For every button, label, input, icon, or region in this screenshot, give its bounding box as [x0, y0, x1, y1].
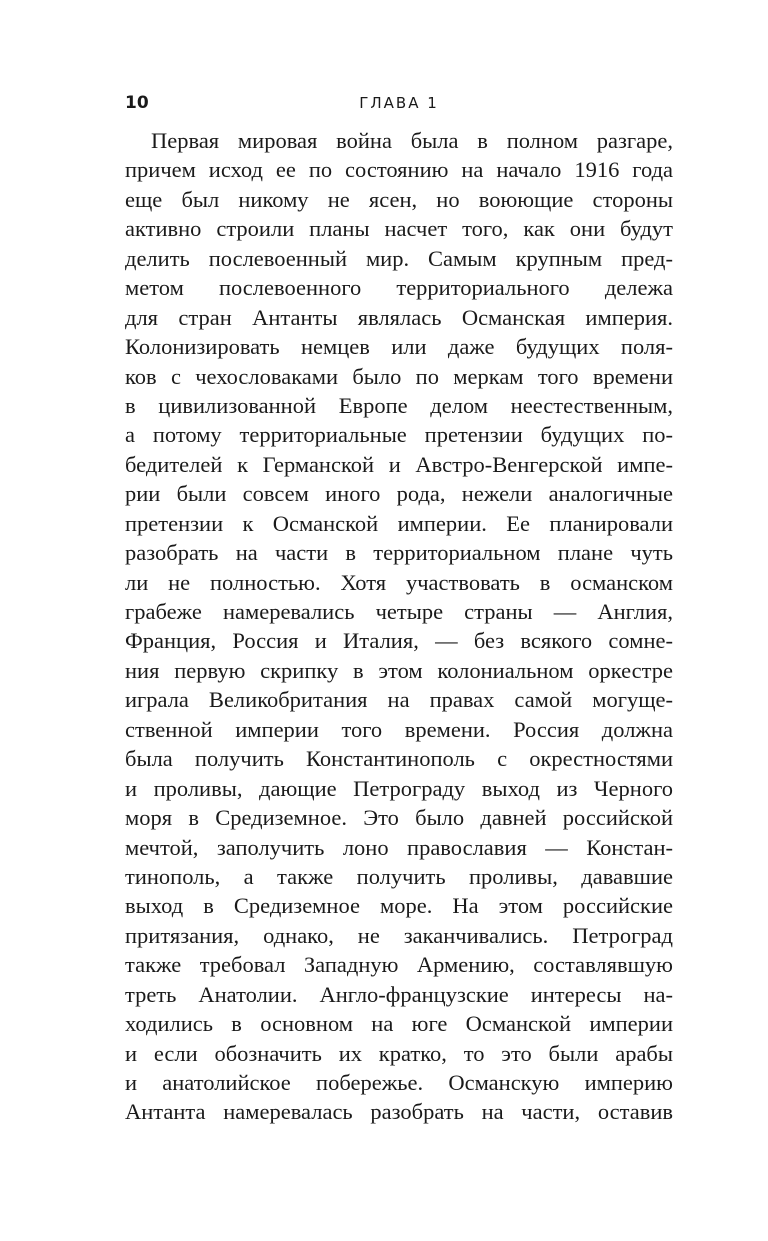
text-line: Колонизировать немцев или даже будущих поля- [125, 334, 673, 360]
body-text [125, 126, 673, 1127]
text-line: Франция, Россия и Италия, — без всякого сомне- [125, 628, 673, 654]
text-line: в цивилизованной Европе делом неестественным, [125, 392, 673, 418]
text-line: ходились в основном на юге Османской империи [125, 1011, 673, 1037]
text-line: метом послевоенного территориального дележа [125, 275, 673, 301]
text-line: для стран Антанты являлась Османская империя. [125, 304, 673, 330]
text-line: тинополь, а также получить проливы, дававшие [125, 863, 673, 889]
text-line: разобрать на части в территориальном плане чуть [125, 540, 673, 566]
text-line: активно строили планы насчет того, как они будут [125, 216, 673, 242]
text-line: грабеже намеревались четыре страны — Англия, [125, 599, 673, 624]
text-line: моря в Средиземное. Это было давней российской [125, 805, 673, 831]
chapter-title: ГЛАВА 1 [359, 94, 439, 112]
text-line: ственной империи того времени. Россия должна [125, 716, 673, 742]
text-line: ния первую скрипку в этом колониальном оркестре [125, 657, 673, 683]
text-line: делить послевоенный мир. Самым крупным пред- [125, 245, 673, 271]
text-line: притязания, однако, не заканчивались. Петроград [125, 922, 673, 948]
text-line: и анатолийское побережье. Османскую империю [125, 1070, 673, 1095]
text-line: треть Анатолии. Англо-французские интересы на- [125, 981, 673, 1007]
text-line: еще был никому не ясен, но воюющие стороны [125, 186, 673, 212]
running-head [125, 90, 673, 116]
text-line: мечтой, заполучить лоно православия — Констан- [125, 834, 673, 860]
text-line: рии были совсем иного рода, нежели аналогичные [125, 481, 673, 507]
text-line: бедителей к Германской и Австро-Венгерской импе- [125, 451, 673, 477]
text-line: Первая мировая война была в полном разгаре, [151, 128, 673, 153]
text-line: претензии к Османской империи. Ее планировали [125, 510, 673, 536]
text-line: Антанта намеревалась разобрать на части, оставив [125, 1099, 673, 1125]
text-line: выход в Средиземное море. На этом российские [125, 893, 673, 919]
text-line: и если обозначить их кратко, то это были арабы [125, 1040, 673, 1066]
text-line: и проливы, дающие Петрограду выход из Черного [125, 775, 673, 801]
text-line: также требовал Западную Армению, составлявшую [125, 952, 673, 978]
text-line: была получить Константинополь с окрестностями [125, 746, 673, 772]
text-line: ков с чехословаками было по меркам того времени [125, 363, 673, 389]
text-line: причем исход ее по состоянию на начало 1916 года [125, 157, 673, 183]
text-line: ли не полностью. Хотя участвовать в османском [125, 569, 673, 595]
text-line: а потому территориальные претензии будущих по- [125, 422, 673, 448]
text-line: играла Великобритания на правах самой могуще- [125, 687, 673, 713]
page-number: 10 [125, 93, 149, 113]
